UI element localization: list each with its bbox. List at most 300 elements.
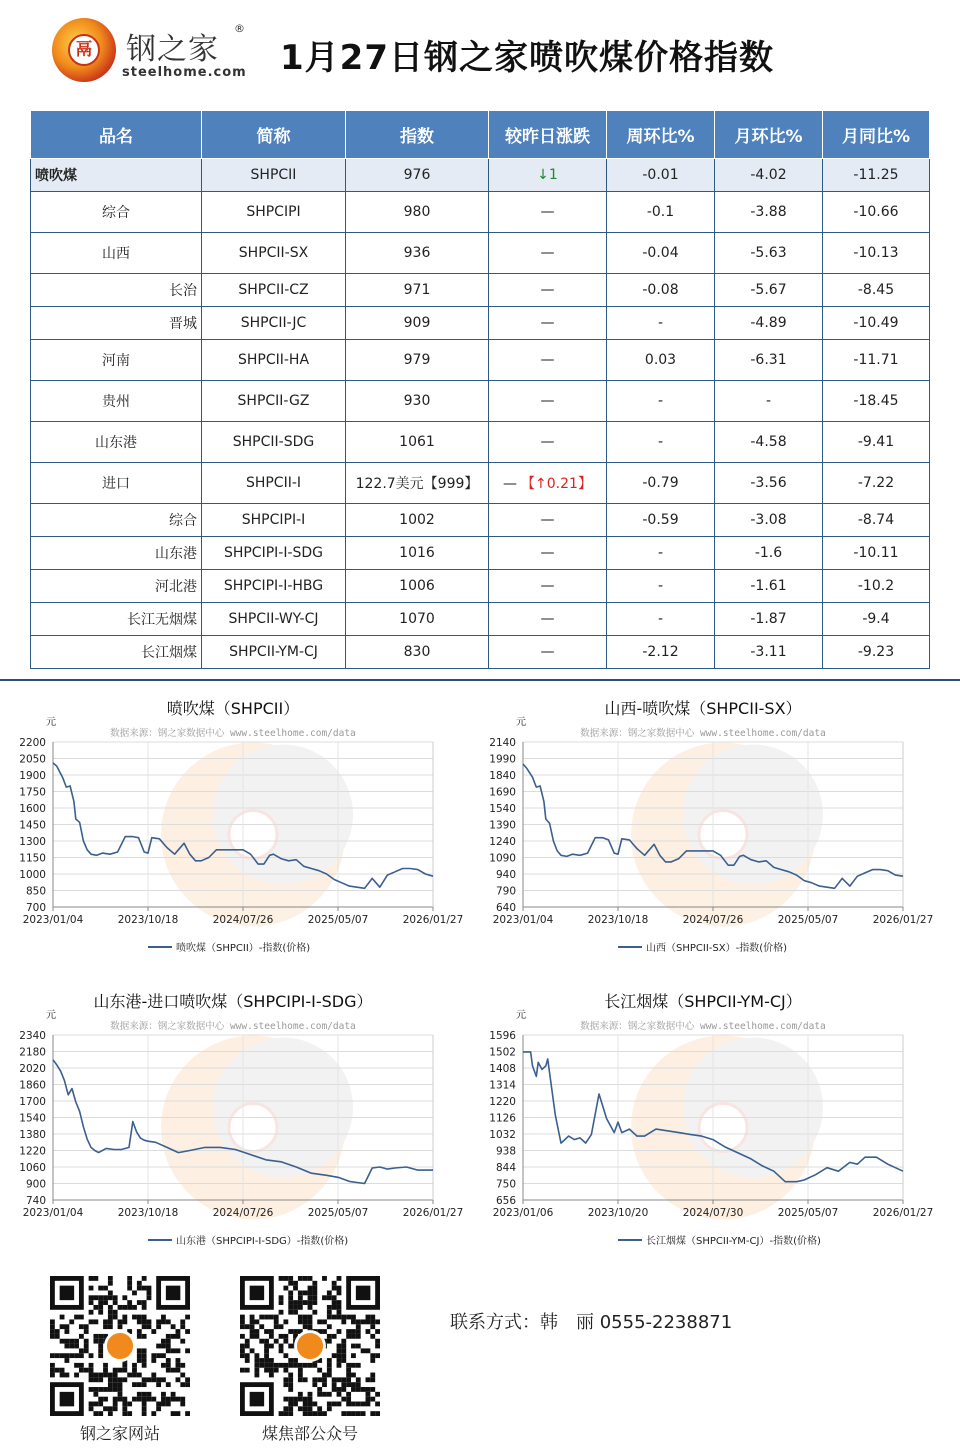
qr-module xyxy=(113,1397,118,1402)
qr-module xyxy=(176,1334,181,1339)
qr-module xyxy=(166,1319,171,1324)
qr-module xyxy=(93,1319,98,1324)
qr-module xyxy=(370,1315,375,1320)
qr-module xyxy=(303,1406,308,1411)
qr-module xyxy=(79,1334,84,1339)
qr-module xyxy=(161,1339,166,1344)
column-header: 较昨日涨跌 xyxy=(489,111,607,159)
change-cell xyxy=(489,463,607,504)
qr-module xyxy=(108,1387,113,1392)
price-index-table xyxy=(30,110,930,669)
qr-module xyxy=(98,1286,103,1291)
qr-module xyxy=(137,1286,142,1291)
qr-module xyxy=(142,1319,147,1324)
qr-module xyxy=(113,1368,118,1373)
qr-module xyxy=(332,1382,337,1387)
y-tick-label: 1860 xyxy=(19,1079,46,1092)
qr-module xyxy=(293,1310,298,1315)
qr-module xyxy=(180,1363,185,1368)
qr-module xyxy=(137,1281,142,1286)
qr-module xyxy=(312,1363,317,1368)
qr-module xyxy=(298,1290,303,1295)
qr-module xyxy=(312,1281,317,1286)
qr-module xyxy=(356,1411,361,1416)
qr-module xyxy=(366,1315,371,1320)
index-cell: 909 xyxy=(346,307,489,340)
qr-module xyxy=(55,1368,60,1373)
qr-module xyxy=(185,1382,190,1387)
qr-module xyxy=(108,1290,113,1295)
qr-module xyxy=(303,1315,308,1320)
qr-module xyxy=(322,1373,327,1378)
index-cell: 976 xyxy=(346,159,489,192)
qr-module xyxy=(269,1344,274,1349)
qr-module xyxy=(69,1353,74,1358)
qr-module xyxy=(250,1334,255,1339)
qr-module xyxy=(341,1382,346,1387)
qr-module xyxy=(132,1305,137,1310)
qr-module xyxy=(327,1406,332,1411)
mom-cell: -3.08 xyxy=(715,504,823,537)
qr-module xyxy=(322,1392,327,1397)
qr-module xyxy=(332,1300,337,1305)
qr-module xyxy=(346,1392,351,1397)
x-tick-label: 2026/01/27 xyxy=(872,1207,934,1219)
qr-module xyxy=(254,1368,259,1373)
change-value: — xyxy=(540,204,555,220)
qr-module xyxy=(274,1324,279,1329)
qr-module xyxy=(346,1329,351,1334)
qr-module xyxy=(269,1363,274,1368)
y-tick-label: 1540 xyxy=(489,803,516,815)
watermark-circle xyxy=(683,1038,823,1178)
qr-module xyxy=(327,1358,332,1363)
qr-module xyxy=(298,1397,303,1402)
qr-module xyxy=(351,1319,356,1324)
qr-module xyxy=(127,1305,132,1310)
qr-module xyxy=(113,1406,118,1411)
qr-module xyxy=(132,1290,137,1295)
change-value: ↓1 xyxy=(537,167,558,183)
qr-module xyxy=(142,1377,147,1382)
qr-module xyxy=(166,1363,171,1368)
qr-module xyxy=(108,1382,113,1387)
qr-module xyxy=(332,1305,337,1310)
qr-module xyxy=(171,1411,176,1416)
qr-module xyxy=(137,1358,142,1363)
qr-module xyxy=(332,1295,337,1300)
qr-module xyxy=(74,1315,79,1320)
qr-module xyxy=(245,1358,250,1363)
name-cell: 综合 xyxy=(31,504,202,537)
qr-module xyxy=(69,1319,74,1324)
qr-module xyxy=(113,1310,118,1315)
code-cell: SHPCII-I xyxy=(202,463,346,504)
qr-module xyxy=(337,1344,342,1349)
qr-module xyxy=(264,1344,269,1349)
qr-module xyxy=(98,1295,103,1300)
qr-finder xyxy=(60,1392,74,1406)
table-row xyxy=(31,537,930,570)
qr-module xyxy=(346,1368,351,1373)
qr-module xyxy=(132,1363,137,1368)
y-axis-label: 元 xyxy=(46,717,56,728)
y-tick-label: 1240 xyxy=(489,836,516,848)
qr-code-wechat-icon[interactable] xyxy=(240,1276,380,1416)
qr-module xyxy=(142,1334,147,1339)
qr-module xyxy=(264,1363,269,1368)
chart-title: 山东港-进口喷吹煤（SHPCIPI-I-SDG） xyxy=(93,992,373,1011)
x-tick-label: 2023/01/04 xyxy=(22,914,84,926)
qr-module xyxy=(279,1295,284,1300)
index-cell: 1016 xyxy=(346,537,489,570)
qr-module xyxy=(308,1290,313,1295)
table-row xyxy=(31,233,930,274)
qr-module xyxy=(98,1397,103,1402)
qr-module xyxy=(298,1406,303,1411)
qr-module xyxy=(166,1344,171,1349)
qr-module xyxy=(132,1397,137,1402)
x-tick-label: 2024/07/30 xyxy=(682,1207,744,1219)
qr-module xyxy=(327,1315,332,1320)
qr-module xyxy=(245,1324,250,1329)
table-row xyxy=(31,603,930,636)
qr-module xyxy=(341,1339,346,1344)
qr-module xyxy=(332,1402,337,1407)
qr-module xyxy=(185,1315,190,1320)
qr-module xyxy=(245,1339,250,1344)
qr-module xyxy=(337,1290,342,1295)
qr-module xyxy=(366,1319,371,1324)
x-tick-label: 2025/05/07 xyxy=(307,1207,369,1219)
qr-module xyxy=(74,1353,79,1358)
qr-module xyxy=(108,1310,113,1315)
yoy-cell: -10.49 xyxy=(823,307,930,340)
qr-module xyxy=(185,1377,190,1382)
wow-cell: - xyxy=(607,570,715,603)
watermark-icon xyxy=(161,1036,353,1220)
qr-module xyxy=(118,1397,123,1402)
column-header: 品名 xyxy=(31,111,202,159)
watermark-center xyxy=(229,811,277,859)
table-row xyxy=(31,463,930,504)
qr-module xyxy=(137,1329,142,1334)
qr-module xyxy=(185,1411,190,1416)
qr-module xyxy=(279,1310,284,1315)
qr-module xyxy=(98,1402,103,1407)
qr-module xyxy=(269,1358,274,1363)
chart-panel xyxy=(489,992,933,1247)
name-cell: 进口 xyxy=(31,463,202,504)
qr-module xyxy=(89,1387,94,1392)
chart-source: 数据来源：钢之家数据中心 www.steelhome.com/data xyxy=(110,728,356,739)
qr-module xyxy=(303,1397,308,1402)
qr-module xyxy=(327,1373,332,1378)
qr-module xyxy=(176,1363,181,1368)
y-tick-label: 1032 xyxy=(489,1129,516,1141)
y-tick-label: 1900 xyxy=(19,770,46,782)
qr-module xyxy=(98,1387,103,1392)
name-cell: 山东港 xyxy=(31,537,202,570)
change-cell xyxy=(489,504,607,537)
qr-module xyxy=(317,1387,322,1392)
change-cell xyxy=(489,537,607,570)
wow-cell: -0.79 xyxy=(607,463,715,504)
qr-module xyxy=(351,1353,356,1358)
qr-module xyxy=(127,1373,132,1378)
qr-module xyxy=(93,1334,98,1339)
qr-module xyxy=(317,1377,322,1382)
x-tick-label: 2023/10/18 xyxy=(117,914,179,926)
yoy-cell: -10.2 xyxy=(823,570,930,603)
y-tick-label: 940 xyxy=(495,869,516,881)
wow-cell: -0.08 xyxy=(607,274,715,307)
qr-module xyxy=(142,1358,147,1363)
qr-module xyxy=(327,1295,332,1300)
qr-module xyxy=(137,1373,142,1378)
qr-module xyxy=(161,1392,166,1397)
qr-module xyxy=(283,1368,288,1373)
qr-module xyxy=(361,1319,366,1324)
qr-module xyxy=(171,1348,176,1353)
y-tick-label: 1000 xyxy=(19,869,46,881)
qr-module xyxy=(351,1315,356,1320)
qr-module xyxy=(288,1397,293,1402)
qr-module xyxy=(370,1353,375,1358)
qr-module xyxy=(108,1281,113,1286)
mom-cell: -1.61 xyxy=(715,570,823,603)
qr-module xyxy=(254,1329,259,1334)
qr-module xyxy=(166,1334,171,1339)
y-tick-label: 2180 xyxy=(19,1046,46,1059)
qr-module xyxy=(337,1363,342,1368)
qr-module xyxy=(283,1397,288,1402)
qr-module xyxy=(74,1373,79,1378)
qr-module xyxy=(50,1373,55,1378)
qr-module xyxy=(322,1319,327,1324)
qr-module xyxy=(185,1329,190,1334)
qr-module xyxy=(254,1319,259,1324)
qr-module xyxy=(98,1334,103,1339)
qr-module xyxy=(103,1300,108,1305)
table-row xyxy=(31,636,930,669)
qr-module xyxy=(142,1305,147,1310)
y-tick-label: 790 xyxy=(495,885,516,898)
qr-module xyxy=(259,1339,264,1344)
y-tick-label: 1314 xyxy=(489,1079,516,1092)
qr-module xyxy=(322,1329,327,1334)
code-cell: SHPCII xyxy=(202,159,346,192)
qr-module xyxy=(264,1368,269,1373)
mom-cell: -6.31 xyxy=(715,340,823,381)
qr-module xyxy=(337,1329,342,1334)
x-tick-label: 2026/01/27 xyxy=(402,914,464,926)
table-row xyxy=(31,340,930,381)
change-value: — xyxy=(503,476,518,492)
y-tick-label: 2050 xyxy=(19,753,46,766)
qr-module xyxy=(293,1363,298,1368)
qr-module xyxy=(137,1319,142,1324)
mom-cell: -3.11 xyxy=(715,636,823,669)
qr-module xyxy=(180,1324,185,1329)
qr-module xyxy=(176,1397,181,1402)
qr-module xyxy=(161,1402,166,1407)
qr-module xyxy=(327,1310,332,1315)
table-row xyxy=(31,504,930,537)
qr-module xyxy=(240,1344,245,1349)
legend-entry: 山东港（SHPCIPI-I-SDG）-指数(价格) xyxy=(176,1236,349,1247)
qr-module xyxy=(274,1339,279,1344)
code-cell: SHPCII-SX xyxy=(202,233,346,274)
legend-entry: 山西（SHPCII-SX）-指数(价格) xyxy=(646,943,787,954)
change-cell xyxy=(489,340,607,381)
qr-module xyxy=(346,1373,351,1378)
legend-entry: 长江烟煤（SHPCII-YM-CJ）-指数(价格) xyxy=(646,1236,821,1247)
qr-module xyxy=(240,1324,245,1329)
qr-module xyxy=(341,1358,346,1363)
qr-module xyxy=(308,1315,313,1320)
y-tick-label: 2200 xyxy=(19,737,46,749)
qr-module xyxy=(361,1411,366,1416)
qr-module xyxy=(337,1402,342,1407)
qr-module xyxy=(293,1329,298,1334)
y-tick-label: 938 xyxy=(495,1145,516,1158)
qr-module xyxy=(293,1286,298,1291)
legend-entry: 喷吹煤（SHPCII）-指数(价格) xyxy=(176,943,311,954)
qr-module xyxy=(240,1334,245,1339)
code-cell: SHPCIPI-I-HBG xyxy=(202,570,346,603)
chart-panel xyxy=(19,699,463,954)
yoy-cell: -10.66 xyxy=(823,192,930,233)
qr-finder xyxy=(250,1286,264,1300)
yoy-cell: -8.45 xyxy=(823,274,930,307)
qr-module xyxy=(264,1353,269,1358)
mom-cell: -1.87 xyxy=(715,603,823,636)
qr-module xyxy=(288,1310,293,1315)
qr-module xyxy=(89,1402,94,1407)
qr-module xyxy=(108,1377,113,1382)
y-axis-label: 元 xyxy=(46,1010,56,1021)
qr-module xyxy=(147,1392,152,1397)
x-tick-label: 2024/07/26 xyxy=(212,1207,274,1219)
qr-module xyxy=(89,1310,94,1315)
qr-module xyxy=(269,1373,274,1378)
qr-module xyxy=(142,1286,147,1291)
yoy-cell: -9.41 xyxy=(823,422,930,463)
qr-module xyxy=(283,1382,288,1387)
index-cell: 971 xyxy=(346,274,489,307)
x-tick-label: 2023/01/06 xyxy=(492,1207,554,1219)
qr-module xyxy=(254,1353,259,1358)
qr-finder xyxy=(356,1286,370,1300)
qr-module xyxy=(118,1382,123,1387)
wow-cell: -0.01 xyxy=(607,159,715,192)
qr-module xyxy=(84,1324,89,1329)
qr-module xyxy=(151,1411,156,1416)
qr-module xyxy=(137,1392,142,1397)
name-cell: 河南 xyxy=(31,340,202,381)
qr-module xyxy=(288,1290,293,1295)
qr-module xyxy=(161,1344,166,1349)
qr-module xyxy=(142,1300,147,1305)
name-cell: 长江无烟煤 xyxy=(31,603,202,636)
qr-module xyxy=(64,1358,69,1363)
change-value: — xyxy=(540,282,555,298)
qr-module xyxy=(55,1329,60,1334)
qr-module xyxy=(366,1392,371,1397)
qr-module xyxy=(113,1300,118,1305)
qr-module xyxy=(250,1315,255,1320)
y-axis-label: 元 xyxy=(516,717,526,728)
qr-module xyxy=(50,1319,55,1324)
chart-title: 长江烟煤（SHPCII-YM-CJ） xyxy=(604,992,802,1011)
y-tick-label: 1540 xyxy=(19,1112,46,1125)
qr-module xyxy=(240,1353,245,1358)
chart-panel xyxy=(19,992,463,1247)
change-cell xyxy=(489,570,607,603)
qr-module xyxy=(171,1397,176,1402)
x-tick-label: 2024/07/26 xyxy=(682,914,744,926)
qr-module xyxy=(332,1377,337,1382)
qr-module xyxy=(84,1344,89,1349)
mom-cell: - xyxy=(715,381,823,422)
qr-module xyxy=(79,1324,84,1329)
code-cell: SHPCIPI-I xyxy=(202,504,346,537)
logo-en-text: steelhome.com xyxy=(122,65,247,80)
y-tick-label: 1150 xyxy=(19,852,46,865)
qr-module xyxy=(337,1276,342,1281)
code-cell: SHPCII-JC xyxy=(202,307,346,340)
change-value: — xyxy=(540,578,555,594)
qr-module xyxy=(303,1402,308,1407)
qr-module xyxy=(79,1348,84,1353)
qr-module xyxy=(185,1348,190,1353)
qr-module xyxy=(346,1402,351,1407)
x-tick-label: 2024/07/26 xyxy=(212,914,274,926)
name-cell: 山东港 xyxy=(31,422,202,463)
code-cell: SHPCII-WY-CJ xyxy=(202,603,346,636)
change-cell xyxy=(489,233,607,274)
qr-module xyxy=(327,1339,332,1344)
qr-module xyxy=(308,1363,313,1368)
y-tick-label: 1750 xyxy=(19,786,46,799)
table-row xyxy=(31,422,930,463)
qr-finder xyxy=(250,1392,264,1406)
qr-module xyxy=(151,1329,156,1334)
qr-module xyxy=(283,1411,288,1416)
qr-module xyxy=(351,1387,356,1392)
qr-module xyxy=(118,1368,123,1373)
qr-module xyxy=(60,1315,65,1320)
qr-module xyxy=(118,1305,123,1310)
qr-module xyxy=(288,1281,293,1286)
wow-cell: - xyxy=(607,422,715,463)
mom-cell: -5.63 xyxy=(715,233,823,274)
qr-module xyxy=(337,1387,342,1392)
qr-module xyxy=(113,1315,118,1320)
qr-module xyxy=(103,1286,108,1291)
qr-code-website-icon[interactable] xyxy=(50,1276,190,1416)
qr-module xyxy=(89,1373,94,1378)
qr-module xyxy=(156,1344,161,1349)
qr-module xyxy=(337,1315,342,1320)
qr-module xyxy=(79,1368,84,1373)
qr-module xyxy=(337,1300,342,1305)
qr-module xyxy=(332,1315,337,1320)
y-tick-label: 750 xyxy=(495,1178,516,1191)
qr-module xyxy=(171,1392,176,1397)
index-cell: 1002 xyxy=(346,504,489,537)
